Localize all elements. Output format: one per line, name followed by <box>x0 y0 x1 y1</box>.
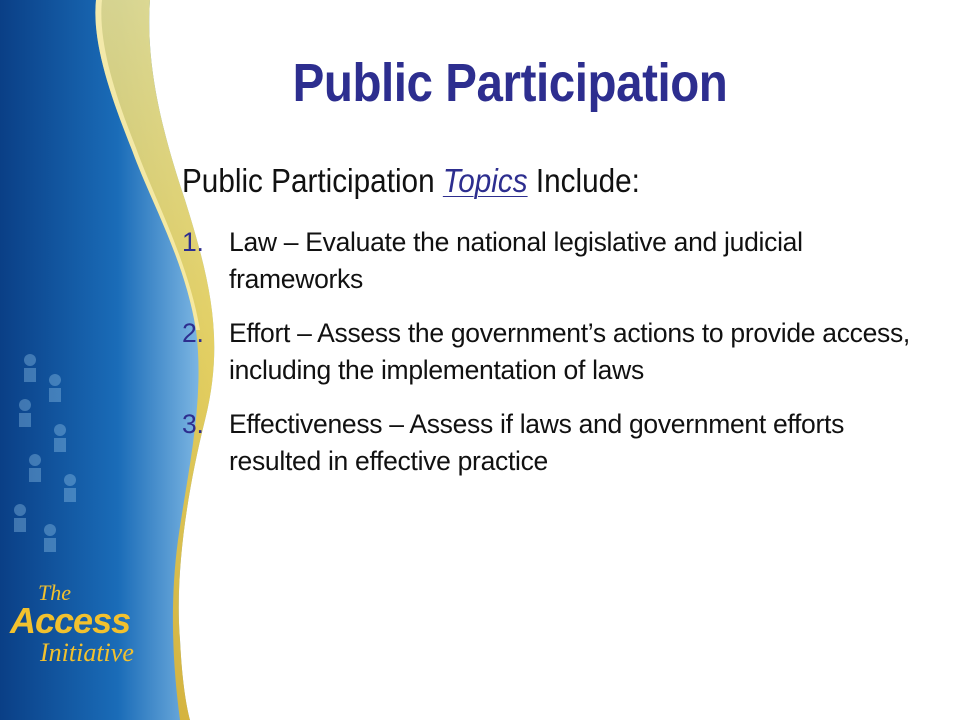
subtitle-text-after: Include: <box>527 162 640 199</box>
logo-text-access: Access <box>10 600 131 641</box>
list-item-number: 3. <box>182 409 204 439</box>
list-item <box>182 224 922 298</box>
logo-text-initiative: Initiative <box>40 638 134 667</box>
subtitle-text-before: Public Participation <box>182 162 443 199</box>
list-item-text: Law – Evaluate the national legislative and judicial frameworks <box>229 227 803 294</box>
list-item-number: 1. <box>182 227 204 257</box>
list-item <box>182 406 922 480</box>
list-item-text: Effectiveness – Assess if laws and government efforts resulted in effective practice <box>229 409 845 476</box>
list-item <box>182 315 922 389</box>
logo-text-the: The <box>38 580 71 605</box>
slide-title: Public Participation <box>292 53 728 113</box>
topics-link[interactable]: Topics <box>442 162 528 199</box>
topics-list <box>182 224 922 497</box>
list-item-text: Effort – Assess the government’s actions to provide access, including the implementation of laws <box>229 318 910 385</box>
slide-subtitle <box>182 162 640 200</box>
access-initiative-logo <box>8 580 156 680</box>
list-item-number: 2. <box>182 318 204 348</box>
